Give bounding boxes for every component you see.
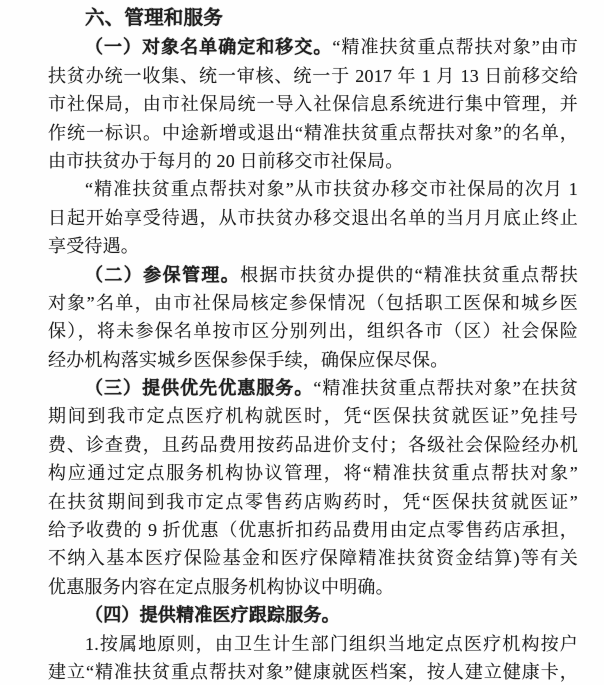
bold-text-run: 六、管理和服务 <box>85 8 223 29</box>
text-line <box>48 232 578 260</box>
text-line <box>48 175 578 203</box>
text-run: 对象”名单，由市社保局核定参保情况（包括职工医保和城乡医 <box>48 292 578 313</box>
text-run: “精准扶贫重点帮扶对象”从市扶贫办移交市社保局的次月 1 <box>85 179 578 200</box>
text-run: 不纳入基本医疗保险基金和医疗保障精准扶贫资金结算)等有关 <box>48 548 578 569</box>
text-line <box>48 601 578 629</box>
text-line <box>48 402 578 430</box>
document-body <box>48 5 578 686</box>
text-run: 作统一标识。中途新增或退出“精准扶贫重点帮扶对象”的名单， <box>48 122 578 143</box>
text-run: 享受待遇。 <box>48 236 139 257</box>
text-line <box>48 431 578 459</box>
text-line <box>48 147 578 175</box>
text-line <box>48 544 578 572</box>
text-run: “精准扶贫重点帮扶对象”由市 <box>332 37 578 58</box>
bold-text-run: （三）提供优先优惠服务。 <box>85 378 314 399</box>
text-line <box>48 488 578 516</box>
text-line <box>48 119 578 147</box>
text-run: 构应通过定点服务机构协议管理，将“精准扶贫重点帮扶对象” <box>48 463 578 484</box>
text-line <box>48 289 578 317</box>
bold-text-run: （二）参保管理。 <box>85 264 241 285</box>
text-run: 经办机构落实城乡医保参保手续，确保应保尽保。 <box>48 349 449 370</box>
text-run: 优惠服务内容在定点服务机构协议中明确。 <box>48 576 394 597</box>
text-line <box>48 62 578 90</box>
bold-text-run: （四）提供精准医疗跟踪服务。 <box>85 605 340 626</box>
text-run: 费、诊查费，且药品费用按药品进价支付；各级社会保险经办机 <box>48 434 578 455</box>
text-run: 期间到我市定点医疗机构就医时，凭“医保扶贫就医证”免挂号 <box>48 406 578 427</box>
text-line <box>48 459 578 487</box>
text-run: 扶贫办统一收集、统一审核、统一于 2017 年 1 月 13 日前移交给 <box>48 65 578 86</box>
text-run: 市社保局，由市社保局统一导入社保信息系统进行集中管理，并 <box>48 94 578 115</box>
text-run: 1.按属地原则，由卫生计生部门组织当地定点医疗机构按户 <box>85 633 578 654</box>
text-run: 由市扶贫办于每月的 20 日前移交市社保局。 <box>48 150 404 171</box>
text-line <box>48 90 578 118</box>
text-line <box>48 630 578 658</box>
text-run: 在扶贫期间到我市定点零售药店购药时，凭“医保扶贫就医证” <box>48 491 578 512</box>
text-run: “精准扶贫重点帮扶对象”在扶贫 <box>313 378 578 399</box>
text-line <box>48 204 578 232</box>
text-line <box>48 573 578 601</box>
text-run: 给予收费的 9 折优惠（优惠折扣药品费用由定点零售药店承担， <box>48 520 578 541</box>
text-line <box>48 374 578 402</box>
text-run: 建立“精准扶贫重点帮扶对象”健康就医档案，按人建立健康卡， <box>48 661 578 682</box>
text-run: 保），将未参保名单按市区分别列出，组织各市（区）社会保险 <box>48 321 578 342</box>
text-line <box>48 658 578 686</box>
text-line <box>48 516 578 544</box>
text-run: 日起开始享受待遇，从市扶贫办移交退出名单的当月月底止终止 <box>48 207 578 228</box>
text-line <box>48 261 578 289</box>
text-line <box>48 346 578 374</box>
bold-text-run: （一）对象名单确定和移交。 <box>85 37 333 58</box>
text-line <box>48 317 578 345</box>
section-heading <box>48 5 578 33</box>
text-line <box>48 33 578 61</box>
text-run: 根据市扶贫办提供的“精准扶贫重点帮扶 <box>240 264 578 285</box>
